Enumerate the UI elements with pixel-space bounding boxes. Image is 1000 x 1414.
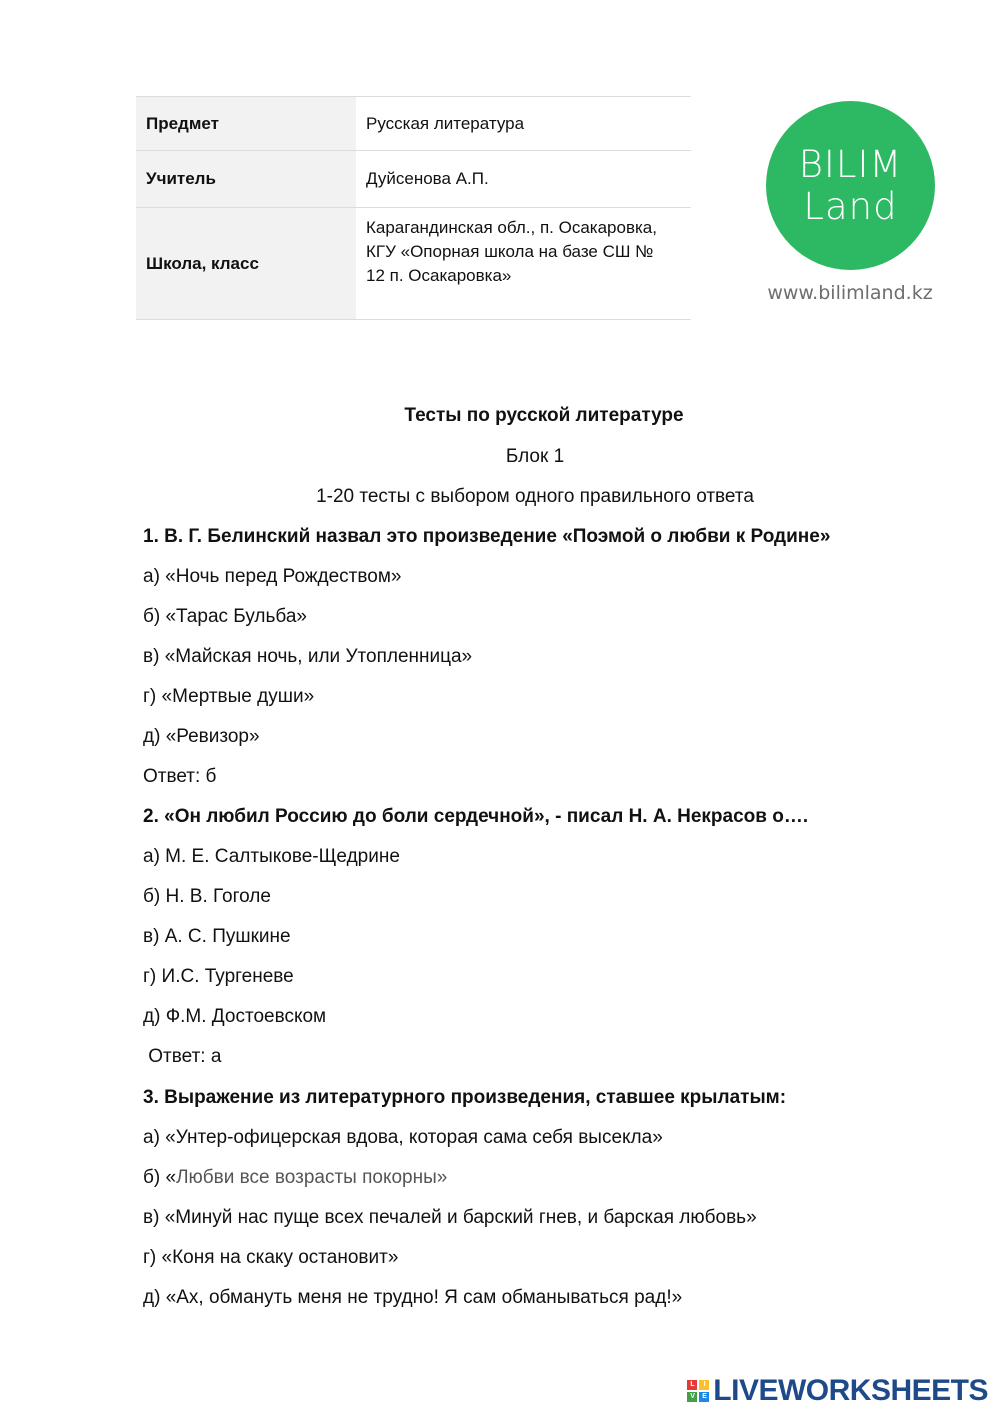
- lw-icon-l: L: [687, 1380, 697, 1390]
- question-1: 1. В. Г. Белинский назвал это произведение «Поэмой о любви к Родине»: [143, 526, 831, 547]
- school-label: Школа, класс: [136, 208, 356, 320]
- info-row-school: [136, 208, 691, 320]
- logo-line-2: Land: [803, 185, 898, 228]
- q3-option-a: а) «Унтер-офицерская вдова, которая сама себя высекла»: [143, 1127, 663, 1148]
- school-value: [356, 208, 691, 320]
- page-title: Тесты по русской литературе: [404, 405, 684, 426]
- logo-line-1: BILIM: [798, 143, 903, 186]
- school-value-line-2: КГУ «Опорная школа на базе СШ №: [366, 242, 654, 261]
- bilimland-logo: [766, 101, 935, 270]
- q3-option-d: г) «Коня на скаку остановит»: [143, 1247, 399, 1268]
- lw-icon-i: I: [699, 1380, 709, 1390]
- q2-option-b: б) Н. В. Гоголе: [143, 886, 271, 907]
- site-url: www.bilimland.kz: [767, 282, 933, 304]
- q3-option-e: д) «Ах, обмануть меня не трудно! Я сам обманываться рад!»: [143, 1287, 683, 1308]
- q2-option-d: г) И.С. Тургеневе: [143, 966, 294, 987]
- subject-value: Русская литература: [356, 97, 691, 151]
- instructions: 1-20 тесты с выбором одного правильного ответа: [316, 486, 754, 507]
- info-table: [136, 96, 691, 320]
- liveworksheets-watermark: [687, 1374, 988, 1408]
- school-value-line-1: Карагандинская обл., п. Осакаровка,: [366, 218, 657, 237]
- info-row-subject: [136, 97, 691, 151]
- lw-icon-e: E: [699, 1392, 709, 1402]
- liveworksheets-icon: [687, 1380, 709, 1402]
- info-row-teacher: [136, 151, 691, 208]
- q2-answer: Ответ: а: [143, 1046, 222, 1067]
- teacher-value: Дуйсенова А.П.: [356, 151, 691, 208]
- q1-option-c: в) «Майская ночь, или Утопленница»: [143, 646, 473, 667]
- liveworksheets-brand: LIVEWORKSHEETS: [713, 1374, 988, 1407]
- q3-option-b: [143, 1167, 447, 1189]
- q1-answer: Ответ: б: [143, 766, 217, 787]
- q1-option-d: г) «Мертвые души»: [143, 686, 315, 707]
- q1-option-e: д) «Ревизор»: [143, 726, 260, 747]
- subject-label: Предмет: [136, 97, 356, 151]
- question-2: 2. «Он любил Россию до боли сердечной», - писал Н. А. Некрасов о….: [143, 806, 809, 827]
- q2-option-a: а) М. Е. Салтыкове-Щедрине: [143, 846, 400, 867]
- teacher-label: Учитель: [136, 151, 356, 208]
- lw-icon-v: V: [687, 1392, 697, 1402]
- q1-option-a: а) «Ночь перед Рождеством»: [143, 566, 402, 587]
- q2-option-e: д) Ф.М. Достоевском: [143, 1006, 327, 1027]
- q3-option-b-text: Любви все возрасты покорны»: [176, 1167, 448, 1188]
- school-value-line-3: 12 п. Осакаровка»: [366, 266, 512, 285]
- block-label: Блок 1: [505, 446, 565, 467]
- q1-option-b: б) «Тарас Бульба»: [143, 606, 307, 627]
- q3-option-b-prefix: б) «: [143, 1167, 177, 1188]
- question-3: 3. Выражение из литературного произведения, ставшее крылатым:: [143, 1087, 787, 1108]
- q2-option-c: в) А. С. Пушкине: [143, 926, 291, 947]
- q3-option-c: в) «Минуй нас пуще всех печалей и барский гнев, и барская любовь»: [143, 1207, 757, 1228]
